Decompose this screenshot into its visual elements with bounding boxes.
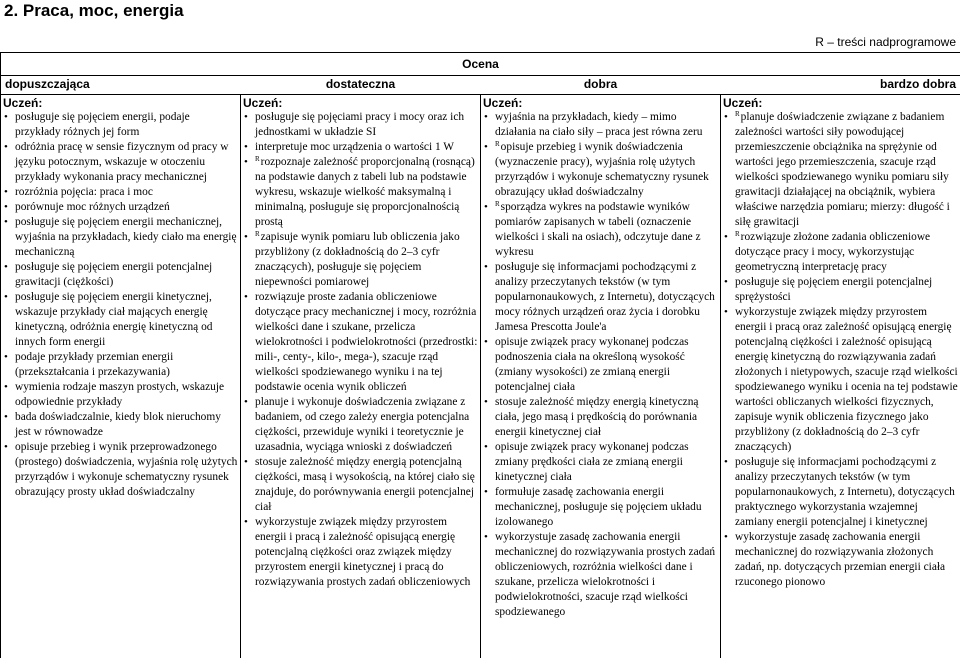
bullet-icon: •	[244, 141, 248, 153]
column-dobra	[481, 95, 721, 658]
list-item	[723, 305, 958, 455]
page-title: 2. Praca, moc, energia	[4, 1, 184, 20]
bullet-icon: •	[4, 441, 8, 453]
list-item	[3, 410, 238, 440]
bullet-icon: •	[4, 141, 8, 153]
column-head: Uczeń:	[723, 96, 763, 110]
list-item-text: sporządza wykres na podstawie wyników pomiarów zapisanych w tabeli (oznaczenie wielkości i skali na osiach), odczytuje dane z wykresu	[495, 201, 701, 258]
bullet-icon: •	[4, 186, 8, 198]
list-item-text: rozróżnia pojęcia: praca i moc	[15, 186, 153, 198]
requirements-table	[0, 52, 960, 658]
list-item	[243, 290, 478, 395]
list-item	[243, 155, 478, 230]
list-item-text: posługuje się pojęciami pracy i mocy oraz ich jednostkami w układzie SI	[255, 111, 465, 138]
bullet-icon: •	[244, 231, 248, 243]
bullet-icon: •	[4, 351, 8, 363]
level-dostateczna: dostateczna	[241, 76, 481, 95]
list-item	[3, 140, 238, 185]
bullet-icon: •	[724, 456, 728, 468]
list-item	[483, 260, 718, 335]
list-item	[483, 485, 718, 530]
list-item	[3, 200, 238, 215]
requirements-list	[3, 110, 238, 500]
column-head: Uczeń:	[483, 96, 523, 110]
column-dostateczna	[241, 95, 481, 658]
bullet-icon: •	[4, 111, 8, 123]
list-item-text: formułuje zasadę zachowania energii mechanicznej, posługuje się pojęciem układu izolowanego	[495, 486, 702, 528]
list-item	[3, 290, 238, 350]
extended-marker: R	[735, 230, 740, 238]
list-item-text: wykorzystuje zasadę zachowania energii mechanicznej do rozwiązywania złożonych zadań, np. dotyczących przemian energii ciała rzuconego pionowo	[735, 531, 946, 588]
extended-marker: R	[255, 230, 260, 238]
list-item-text: wykorzystuje związek między przyrostem energii i pracą i zależność opisującą energię potencjalną ciężkości oraz związek między przyrostem energii kinetycznej i pracą do rozwiązywania prostych zadań obliczeniowych	[255, 516, 471, 588]
requirements-list	[483, 110, 718, 620]
list-item-text: rozwiązuje złożone zadania obliczeniowe dotyczące pracy i mocy, wykorzystując geometryczną interpretację pracy	[735, 231, 931, 273]
bullet-icon: •	[244, 396, 248, 408]
ocena-row	[1, 53, 960, 76]
list-item-text: wymienia rodzaje maszyn prostych, wskazuje odpowiednie przykłady	[15, 381, 225, 408]
bullet-icon: •	[4, 411, 8, 423]
bullet-icon: •	[484, 141, 488, 153]
bullet-icon: •	[724, 276, 728, 288]
column-head: Uczeń:	[243, 96, 283, 110]
bullet-icon: •	[724, 231, 728, 243]
list-item	[483, 395, 718, 440]
bullet-icon: •	[4, 201, 8, 213]
list-item	[3, 110, 238, 140]
bullet-icon: •	[484, 261, 488, 273]
list-item	[723, 110, 958, 230]
requirements-list	[723, 110, 958, 590]
list-item-text: podaje przykłady przemian energii (przekształcania i przekazywania)	[15, 351, 174, 378]
bullet-icon: •	[484, 486, 488, 498]
list-item-text: posługuje się pojęciem energii, podaje przykłady różnych jej form	[15, 111, 190, 138]
bullet-icon: •	[4, 261, 8, 273]
list-item-text: posługuje się pojęciem energii kinetycznej, wskazuje przykłady ciał mających energię kinetyczną, odróżnia energię kinetyczną od innych form energii	[15, 291, 213, 348]
list-item-text: wykorzystuje zasadę zachowania energii mechanicznej do rozwiązywania prostych zadań obliczeniowych, rozróżnia wielkości dane i szukane, przelicza wielokrotności i podwielokrotności, szacuje rząd wielkości spodziewanego	[495, 531, 716, 618]
list-item	[3, 260, 238, 290]
list-item-text: opisuje związek pracy wykonanej podczas podnoszenia ciała na określoną wysokość (zmiany wysokości) ze zmianą energii potencjalnej ciała	[495, 336, 689, 393]
extended-marker: R	[495, 200, 500, 208]
bullet-icon: •	[724, 306, 728, 318]
list-item	[3, 440, 238, 500]
list-item	[483, 200, 718, 260]
list-item-text: planuje doświadczenie związane z badaniem zależności wartości siły powodującej przemieszczenie obciążnika na sprężynie od wartości jego przemieszczenia, szacuje rząd wielkości spodziewanego wyniku pomiaru siły grawitacji działającej na obciążnik, wybiera właściwe narzędzia pomiaru; mierzy: długość i siłę grawitacji	[735, 111, 950, 228]
list-item-text: opisuje przebieg i wynik doświadczenia (wyznaczenie pracy), wyjaśnia rolę użytych przyrządów i wykonuje schematyczny rysunek obrazujący układ doświadczalny	[495, 141, 709, 198]
list-item	[3, 380, 238, 410]
bullet-icon: •	[484, 201, 488, 213]
bullet-icon: •	[484, 441, 488, 453]
list-item	[483, 335, 718, 395]
list-item	[483, 140, 718, 200]
list-item-text: posługuje się pojęciem energii potencjalnej grawitacji (ciężkości)	[15, 261, 213, 288]
list-item	[3, 350, 238, 380]
levels-row	[1, 76, 960, 95]
requirements-list	[243, 110, 478, 590]
list-item-text: porównuje moc różnych urządzeń	[15, 201, 170, 213]
list-item-text: posługuje się pojęciem energii potencjalnej sprężystości	[735, 276, 933, 303]
level-dobra: dobra	[481, 76, 721, 95]
list-item-text: interpretuje moc urządzenia o wartości 1 W	[255, 141, 455, 153]
extra-content-note: R – treści nadprogramowe	[815, 35, 956, 49]
bullet-icon: •	[4, 216, 8, 228]
list-item-text: opisuje związek pracy wykonanej podczas zmiany prędkości ciała ze zmianą energii kinetycznej ciała	[495, 441, 689, 483]
list-item-text: wykorzystuje związek między przyrostem energii i pracą oraz zależność opisującą energię potencjalną ciężkości i zależność opisującą energię kinetyczną do rozwiązywania zadań złożonych i nietypowych, szacuje rząd wielkości spodziewanego wyniku i ocenia na tej podstawie wartości obliczanych wielkości fizycznych, zapisuje wynik obliczenia fizycznego jako przybliżony (z dokładnością do 2–3 cyfr znaczących)	[735, 306, 958, 453]
list-item	[3, 185, 238, 200]
list-item-text: stosuje zależność między energią potencjalną ciężkości, masą i wysokością, na której ciało się znajduje, do porównywania energii potencjalnej ciał	[255, 456, 475, 513]
bullet-icon: •	[244, 291, 248, 303]
list-item	[243, 455, 478, 515]
bullet-icon: •	[4, 381, 8, 393]
list-item	[483, 110, 718, 140]
extended-marker: R	[255, 155, 260, 163]
list-item-text: planuje i wykonuje doświadczenia związane z badaniem, od czego zależy energia potencjalna ciężkości, przewiduje wyniki i teoretycznie je uzasadnia, wyciąga wnioski z doświadczeń	[255, 396, 470, 453]
list-item	[3, 215, 238, 260]
column-bardzo-dobra	[721, 95, 960, 658]
bullet-icon: •	[724, 531, 728, 543]
list-item	[483, 440, 718, 485]
list-item	[243, 140, 478, 155]
list-item-text: opisuje przebieg i wynik przeprowadzonego (prostego) doświadczenia, wyjaśnia rolę użytych przyrządów i wykonuje schematyczny rysunek obrazujący prosty układ doświadczalny	[15, 441, 238, 498]
list-item	[723, 275, 958, 305]
level-bardzo-dobra: bardzo dobra	[721, 76, 960, 95]
list-item-text: posługuje się informacjami pochodzącymi z analizy przeczytanych tekstów (w tym popularnonaukowych, z Internetu), dotyczących mocy różnych urządzeń oraz życia i dorobku Jamesa Prescotta Joule'a	[495, 261, 715, 333]
bullet-icon: •	[244, 516, 248, 528]
list-item-text: zapisuje wynik pomiaru lub obliczenia jako przybliżony (z dokładnością do 2–3 cyfr znaczących), posługuje się pojęciem niepewności pomiarowej	[255, 231, 460, 288]
content-row	[1, 95, 960, 658]
ocena-header: Ocena	[1, 53, 960, 76]
list-item	[723, 455, 958, 530]
list-item	[723, 530, 958, 590]
bullet-icon: •	[484, 396, 488, 408]
list-item-text: posługuje się pojęciem energii mechanicznej, wyjaśnia na przykładach, kiedy ciało ma energię mechaniczną	[15, 216, 237, 258]
extended-marker: R	[735, 110, 740, 118]
list-item-text: wyjaśnia na przykładach, kiedy – mimo działania na ciało siły – praca jest równa zeru	[495, 111, 703, 138]
list-item-text: rozpoznaje zależność proporcjonalną (rosnącą) na podstawie danych z tabeli lub na podstawie wykresu, wskazuje wielkość maksymalną i minimalną, posługuje się proporcjonalnością prostą	[255, 156, 475, 228]
bullet-icon: •	[724, 111, 728, 123]
column-dopuszczajaca	[1, 95, 241, 658]
list-item-text: odróżnia pracę w sensie fizycznym od pracy w języku potocznym, wskazuje w otoczeniu przykłady wykonania pracy mechanicznej	[15, 141, 229, 183]
list-item-text: rozwiązuje proste zadania obliczeniowe dotyczące pracy mechanicznej i mocy, rozróżnia wielkości dane i szukane, przelicza wielokrotności i podwielokrotności (przedrostki: mili-, centy-, kilo-, mega-), szacuje rząd wielkości spodziewanego wyniku i na tej podstawie ocenia wynik obliczeń	[255, 291, 478, 393]
list-item	[243, 110, 478, 140]
level-dopuszczajaca: dopuszczająca	[1, 76, 241, 95]
list-item	[483, 530, 718, 620]
column-head: Uczeń:	[3, 96, 43, 110]
extended-marker: R	[495, 140, 500, 148]
list-item	[243, 230, 478, 290]
list-item	[723, 230, 958, 275]
bullet-icon: •	[484, 111, 488, 123]
list-item-text: posługuje się informacjami pochodzącymi z analizy przeczytanych tekstów (w tym popularnonaukowych, z Internetu), dotyczących praktycznego wykorzystania wzajemnej zamiany energii potencjalnej i kinetycznej	[735, 456, 955, 528]
bullet-icon: •	[244, 456, 248, 468]
list-item-text: bada doświadczalnie, kiedy blok nieruchomy jest w równowadze	[15, 411, 221, 438]
list-item	[243, 515, 478, 590]
list-item-text: stosuje zależność między energią kinetyczną ciała, jego masą i prędkością do porównania energii kinetycznej ciał	[495, 396, 699, 438]
bullet-icon: •	[484, 531, 488, 543]
bullet-icon: •	[484, 336, 488, 348]
bullet-icon: •	[244, 156, 248, 168]
bullet-icon: •	[244, 111, 248, 123]
bullet-icon: •	[4, 291, 8, 303]
list-item	[243, 395, 478, 455]
